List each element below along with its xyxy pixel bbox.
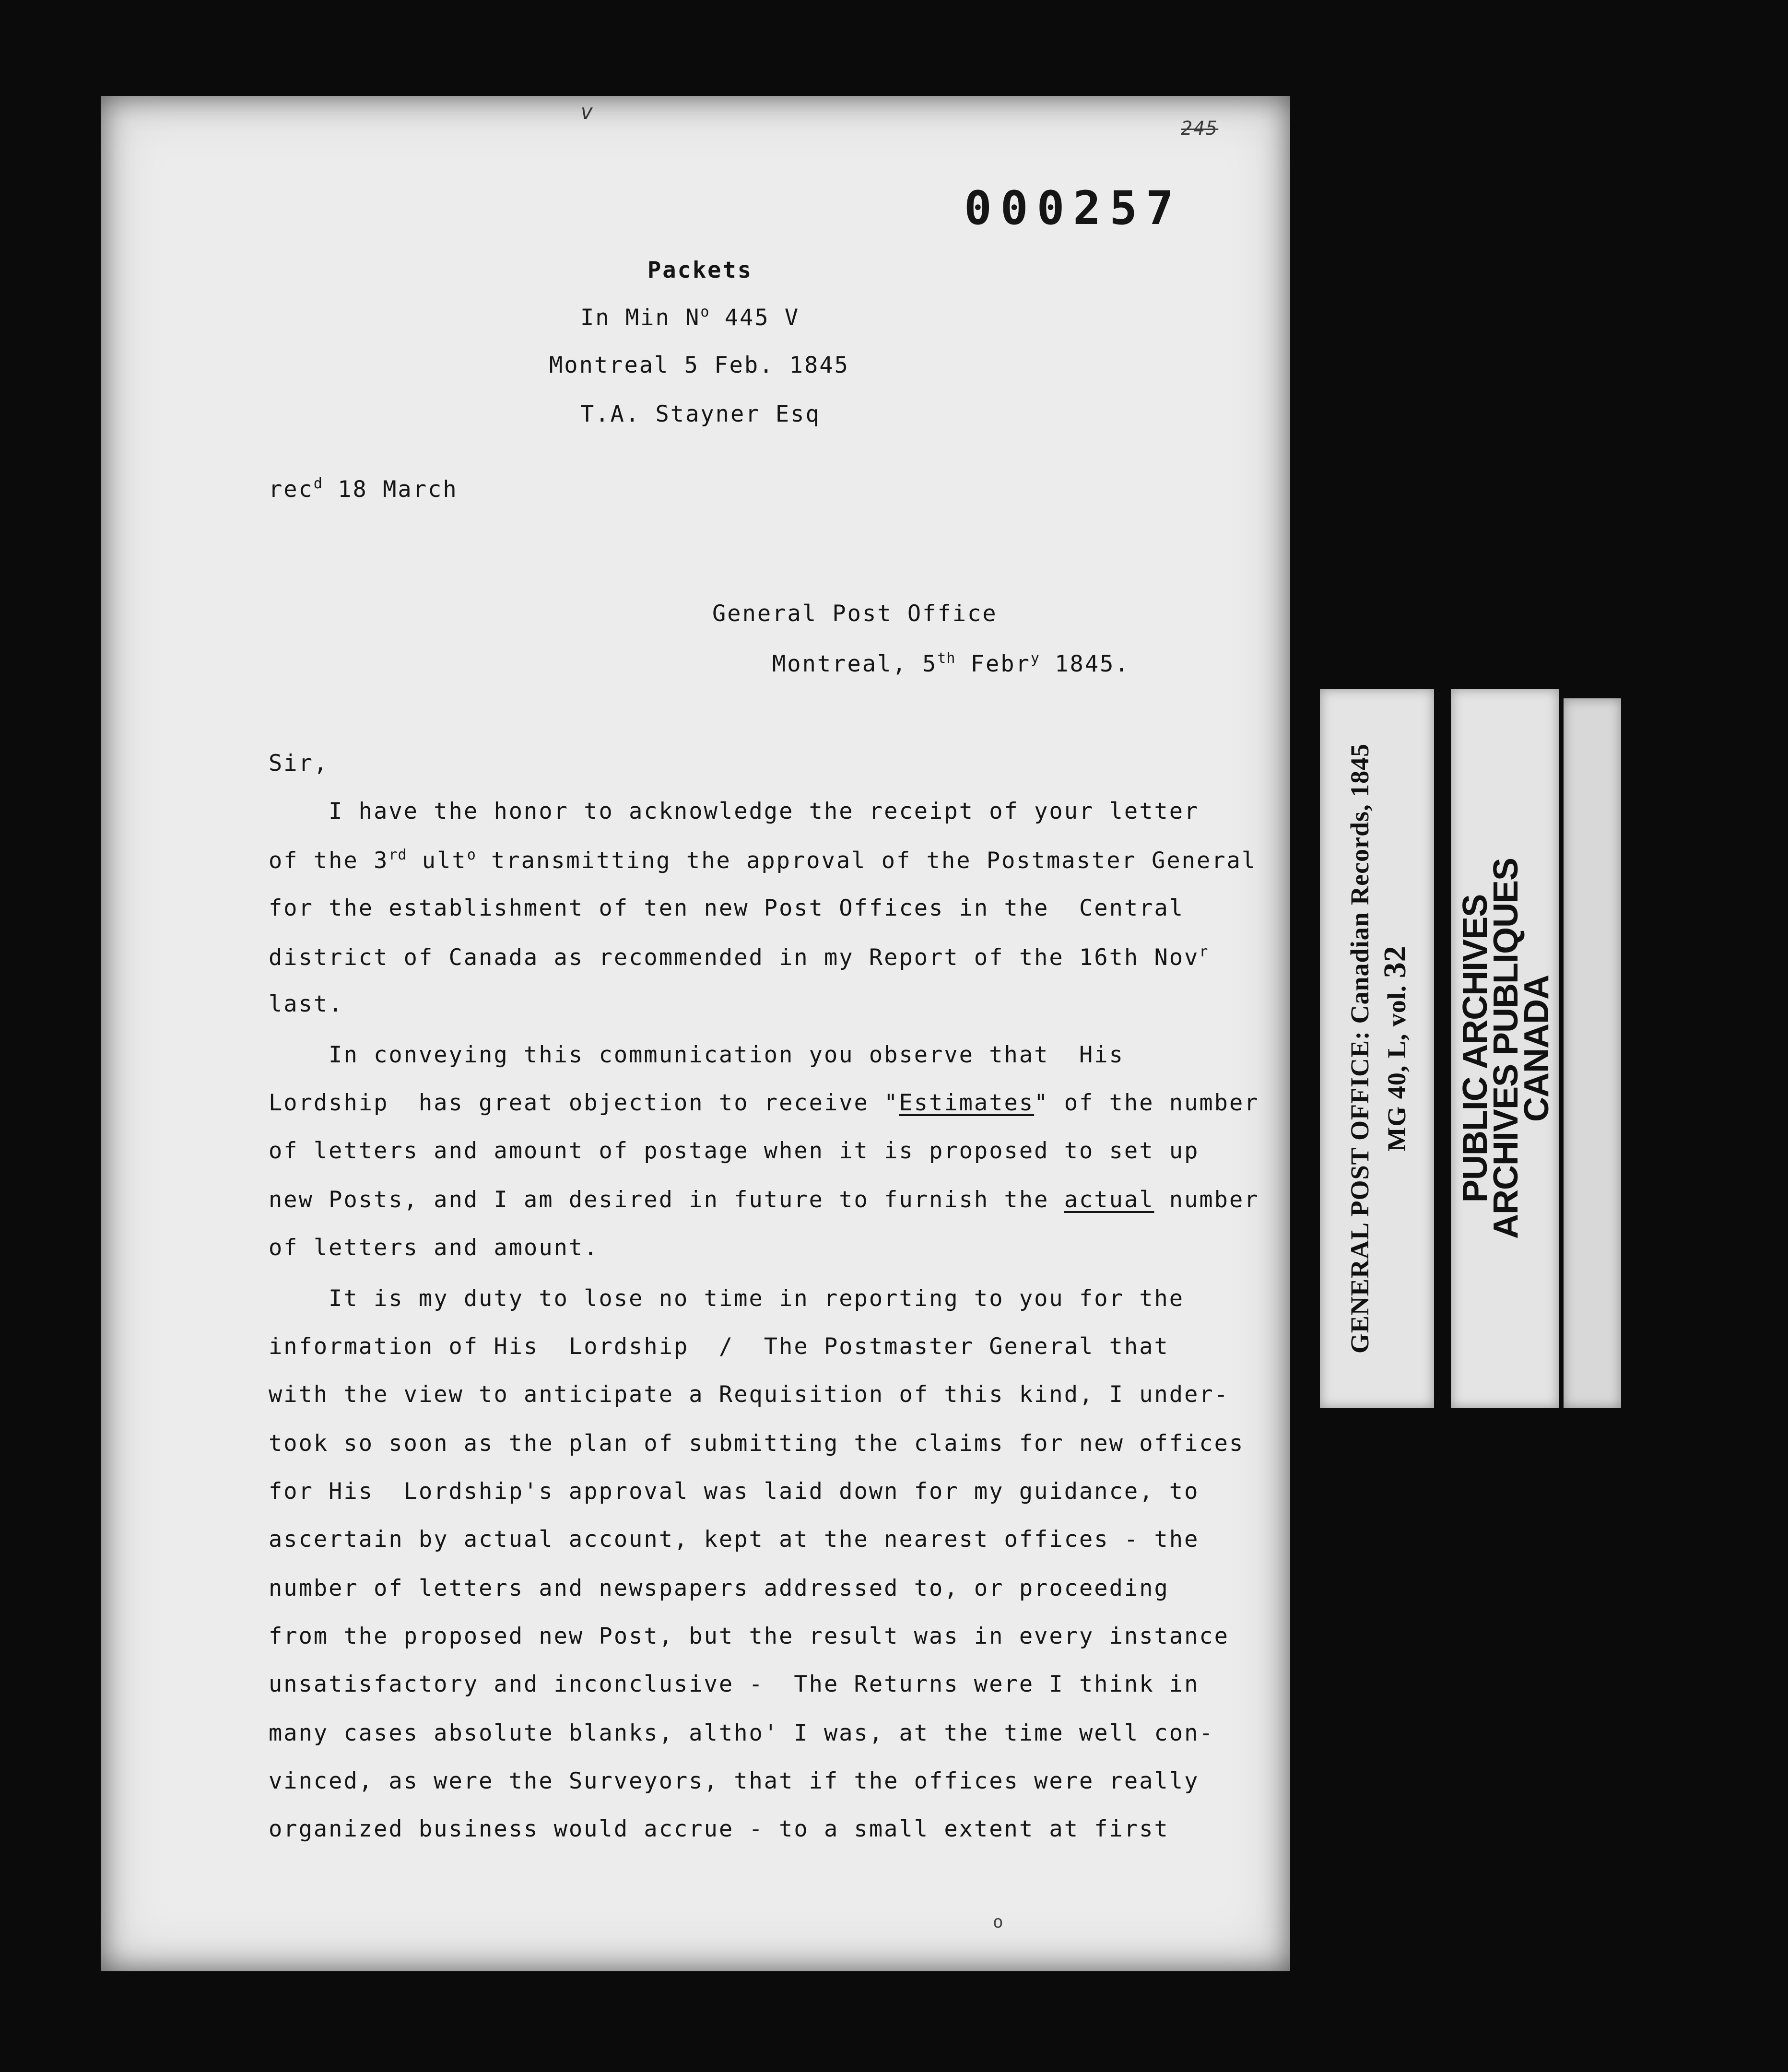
body-line: organized business would accrue - to a small extent at first (269, 1816, 1169, 1842)
stamp-line-public-archives: PUBLIC ARCHIVES (1456, 894, 1494, 1203)
body-line: It is my duty to lose no time in reporting to you for the (269, 1285, 1185, 1312)
header-date: Montreal 5 Feb. 1845 (549, 352, 849, 378)
body-line: many cases absolute blanks, altho' I was, at the time well con- (269, 1720, 1214, 1746)
minute-number: In Min $N^o$ 445 V (580, 304, 800, 331)
letterhead-date: Montreal, 5th Febr$^y$ 1845. (772, 650, 1130, 677)
body-line: Lordship has great objection to receive "Estimates" of the number (269, 1090, 1259, 1116)
body-line: number of letters and newspapers addressed to, or proceeding (269, 1575, 1169, 1601)
body-line: of the 3rd ult$^o$ transmitting the approval of the Postmaster General (269, 847, 1257, 874)
body-line: information of His Lordship / The Postmaster General that (269, 1333, 1169, 1360)
body-line: last. (269, 991, 344, 1017)
body-line: for His Lordship's approval was laid down for my guidance, to (269, 1478, 1200, 1505)
letterhead-office: General Post Office (712, 600, 998, 627)
body-line: unsatisfactory and inconclusive - The Returns were I think in (269, 1671, 1200, 1697)
received-note: rec$^d$ 18 March (269, 475, 458, 503)
body-line: from the proposed new Post, but the result was in every instance (269, 1623, 1229, 1649)
body-line: vinced, as were the Surveyors, that if the offices were really (269, 1768, 1200, 1794)
archive-label-line2: MG 40, L, vol. 32 (1377, 945, 1412, 1152)
archive-reference-label (1320, 689, 1434, 1408)
body-line: of letters and amount. (269, 1235, 599, 1261)
body-line: took so soon as the plan of submitting the claims for new offices (269, 1430, 1245, 1457)
salutation: Sir, (269, 750, 329, 777)
archives-stamp (1451, 689, 1559, 1408)
archive-label-line1: GENERAL POST OFFICE: Canadian Records, 1845 (1345, 743, 1374, 1354)
document-number: 000257 (964, 181, 1182, 235)
addressee: T.A. Stayner Esq (580, 401, 821, 427)
document-page (101, 96, 1290, 1971)
body-line: with the view to anticipate a Requisition of this kind, I under- (269, 1381, 1229, 1408)
body-line: In conveying this communication you observe that His (269, 1042, 1124, 1068)
body-line: new Posts, and I am desired in future to furnish the actual number (269, 1187, 1259, 1213)
subject-line: Packets (647, 257, 753, 283)
body-line: I have the honor to acknowledge the receipt of your letter (269, 798, 1200, 824)
body-line: ascertain by actual account, kept at the nearest offices - the (269, 1526, 1200, 1553)
blank-label-strip (1564, 698, 1621, 1408)
body-line: of letters and amount of postage when it is proposed to set up (269, 1138, 1200, 1164)
stamp-line-canada: CANADA (1517, 975, 1556, 1122)
page-number: 245 (1181, 118, 1219, 140)
tick-mark: v (580, 100, 595, 124)
stamp-line-archives-publiques: ARCHIVES PUBLIQUES (1486, 858, 1525, 1239)
margin-dot: o (993, 1912, 1005, 1932)
body-line: district of Canada as recommended in my Report of the 16th Nov$^r$ (269, 943, 1209, 971)
body-line: for the establishment of ten new Post Offices in the Central (269, 895, 1185, 921)
